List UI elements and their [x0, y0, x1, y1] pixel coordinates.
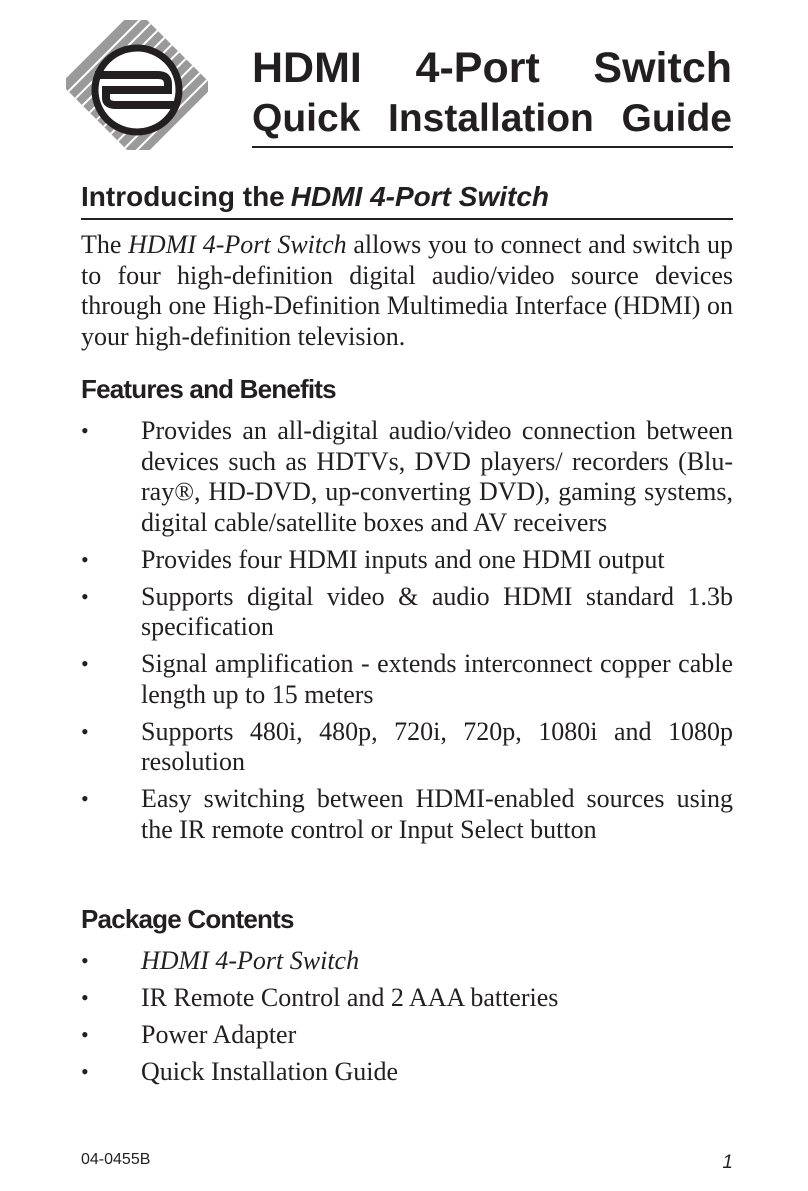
feature-text: Supports digital video & audio HDMI standard 1.3b specification: [141, 581, 733, 641]
feature-item: [81, 649, 733, 710]
bullet: •: [81, 651, 89, 676]
package-text: Quick Installation Guide: [141, 1057, 399, 1086]
intro-heading-product: HDMI 4-Port Switch: [290, 181, 549, 212]
bullet: •: [81, 985, 89, 1010]
package-text: HDMI 4-Port Switch: [141, 946, 360, 975]
feature-item: [81, 416, 733, 538]
package-list: [81, 946, 733, 1094]
feature-text: Easy switching between HDMI-enabled sources using the IR remote control or Input Select button: [141, 784, 733, 844]
bullet: •: [81, 418, 89, 443]
feature-text: Supports 480i, 480p, 720i, 720p, 1080i and 1080p resolution: [141, 716, 733, 776]
package-item: [81, 1057, 733, 1088]
intro-product-name: HDMI 4-Port Switch: [128, 230, 347, 259]
document-code: 04-0455B: [81, 1151, 151, 1168]
bullet: •: [81, 1059, 89, 1084]
bullet: •: [81, 786, 89, 811]
page-subtitle: Quick Installation Guide: [252, 97, 732, 140]
feature-item: [81, 545, 733, 576]
feature-text: Signal amplification - extends interconnect copper cable length up to 15 meters: [141, 649, 733, 709]
bullet: •: [81, 1022, 89, 1047]
feature-text: Provides four HDMI inputs and one HDMI output: [141, 544, 665, 574]
bullet: •: [81, 583, 89, 609]
package-item: [81, 946, 733, 977]
feature-item: [81, 582, 733, 643]
package-item: [81, 983, 733, 1014]
bullet: •: [81, 948, 89, 973]
package-text: IR Remote Control and 2 AAA batteries: [141, 983, 559, 1012]
intro-heading: [81, 180, 549, 214]
intro-paragraph: [81, 230, 733, 352]
package-item: [81, 1020, 733, 1051]
bullet: •: [81, 546, 89, 572]
package-heading: Package Contents: [81, 904, 294, 934]
package-text: Power Adapter: [141, 1020, 297, 1049]
intro-body: allows you to connect and switch up to four high-definition digital audio/video source devices through one High-Definition Multimedia Interface (HDMI) on your high-definition television.: [81, 230, 734, 351]
intro-heading-plain: Introducing the: [81, 181, 285, 212]
intro-divider: [81, 218, 733, 220]
bullet: •: [81, 718, 89, 744]
feature-item: [81, 717, 733, 778]
siig-logo-icon: [66, 20, 208, 150]
features-heading: Features and Benefits: [81, 374, 336, 404]
page-number: 1: [722, 1152, 733, 1173]
intro-lead: The: [81, 230, 129, 259]
feature-text: Provides an all-digital audio/video connection between devices such as HDTVs, DVD players/ recorders (Blu-ray®, HD-DVD, up-converting DVD), gaming systems, digital cable/satellite boxes and AV receivers: [141, 416, 733, 537]
page-title: HDMI 4-Port Switch: [252, 44, 732, 92]
feature-item: [81, 784, 733, 845]
features-list: [81, 416, 733, 852]
title-divider: [252, 146, 733, 148]
